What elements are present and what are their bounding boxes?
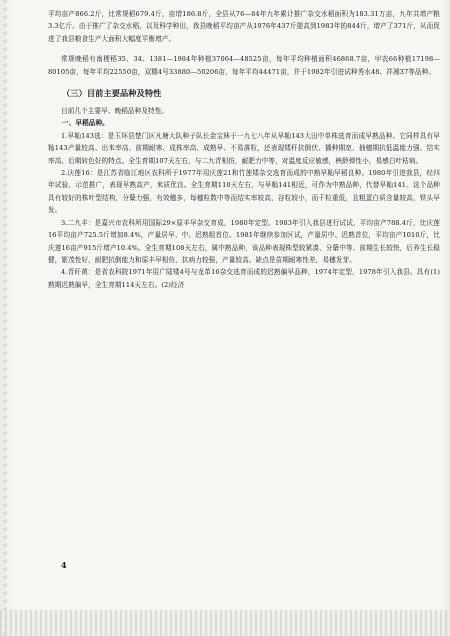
paragraph-hybrid-rice-yield: 平均亩产866.2斤，比常规稻679.4斤，亩增186.8斤，全县从76—84年九年累计推广杂交水稻面积为183.31万亩，九年共增产粮3.3亿斤。由于推广了杂交水稻，以及科学种田，我县晚稻平均亩产从1976年437斤提高到1983年的844斤，增产了371斤，从而促进了我县粮食生产大面积大幅度平衡增产。 — [48, 10, 440, 43]
variety-item-2: 2.庆莲16：是江苏省临江地区农科所于1977年用庆莲21和竹莲矮杂交选育而成的中熟早籼早稻良种。1980年引进我县，经四年试验、示范推广，表现早熟高产，米质优良。全生育期110天左右，与早籼141相近，可作为中熟品种，代替早籼141。这个品种具有较好的株叶型结构，分蘖力强，有效穗多，每穗粒数中等而结实率较高，谷粒较小，而千粒重低，且粗蛋白质含量较高，铁头早发。 — [48, 169, 440, 215]
early-rice-heading: 一、早稻品种。 — [62, 119, 109, 128]
variety-item-1: 1.早籼143选：是玉环县楚门区凡塘大队种子队长金宝林于一九七八年从早籼143大田中单株选育而成早熟品种。它同样具有早籼143产量较高、出米率高、前期耐寒、成株率高、成熟早、不易落粒，还表现矮秆抗倒伏、播种期宽、抽穗期抗低温能力强、结实率高、后期转色好的特点。全生育期107天左右，与二九青相仿，耐肥力中等，对温度反应敏感，秧龄弹性小，易感白叶枯病。 — [48, 131, 440, 165]
paragraph-late-rice-varieties: 常规晚稻有南梗稻35、34、1381—1984年种植37064—48525亩，每年平均种植面积46868.7亩，甲农66种植17198—80105亩，每年平均22550亩，双糯4号33880—50206亩，每年平均44471亩，并于1982年引进试种秀水48、祥湘37等品种。 — [48, 55, 440, 76]
variety-item-4: 4.青秆黄：是省农科院1971年用广陆矮4号与龙革16杂交选育而成的迟熟偏早品种，1974年定型，1978年引入我县。具有(1)熟期迟熟偏早，全生育期114天左右。(2)经济 — [48, 268, 440, 289]
text-column — [48, 8, 440, 291]
page-number: 4 — [61, 560, 67, 570]
scan-bottom-edge — [0, 610, 450, 636]
section-intro: 目前几个主要早、晚稻品种及特性。 — [61, 107, 169, 116]
section-title: （三）目前主要品种及特性 — [62, 88, 162, 99]
variety-item-3: 3.二九丰：是嘉兴市农科所用国际29×原丰早杂交育成，1980年定型。1983年引入我县进行试试，平均亩产788.4斤，比庆莲16平均亩产725.5斤增加8.4%，产量居早、中、迟熟组首位。1981年继续参加区试，产量居中、迟熟首位，平均亩产1010斤，比庆莲16亩产915斤增产10.4%。全生育期108天左右，属中熟品种，该品种表现株型较紧凑、分蘖中等、前期生长较快，后养生长稳健，繁茂性好，耐肥抗倒能力和原丰早相仿，抗病力较强，产量较高。缺点是苗期耐寒性差，易穗发芽。 — [48, 218, 440, 264]
binding-edge — [3, 0, 7, 636]
